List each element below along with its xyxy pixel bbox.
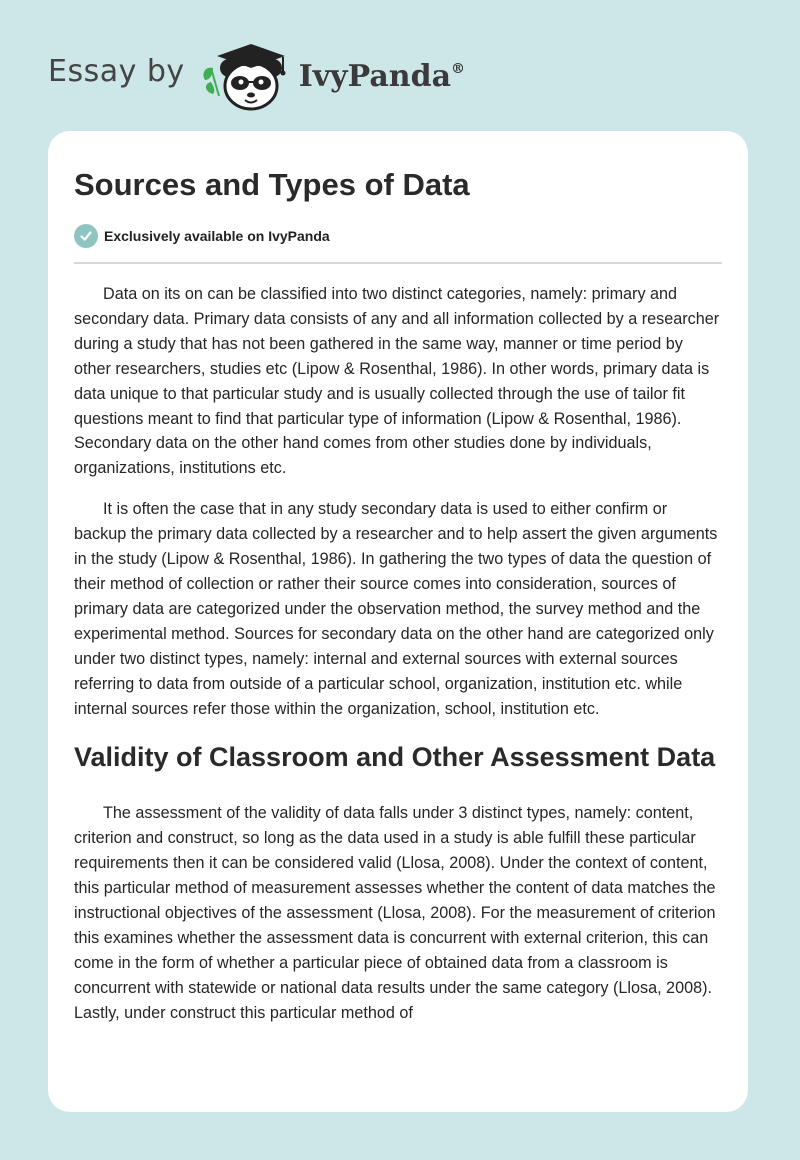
article-card (48, 131, 748, 1112)
divider (74, 262, 722, 264)
essay-by-label: Essay by (48, 53, 185, 89)
paragraph-2: It is often the case that in any study secondary data is used to either confirm or backup the primary data collected by a researcher and to help assert the given arguments in the study (Lipow & Rosenthal, 1986). In gathering the two types of data the question of their method of collection or rather their source comes into consideration, sources of primary data are categorized under the observation method, the survey method and the experimental method. Sources for secondary data on the other hand are categorized only under two distinct types, namely: internal and external sources with external sources referring to data from outside of a particular school, organization, institution etc. while internal sources refer those within the organization, school, institution etc. (74, 500, 718, 718)
exclusive-badge-text: Exclusively available on IvyPanda (104, 228, 330, 244)
paragraph-1: Data on its on can be classified into two distinct categories, namely: primary and secondary data. Primary data consists of any and all information collected by a researcher during a study that has not been gathered in the same way, manner or time period by other researchers, studies etc (Lipow & Rosenthal, 1986). In other words, primary data is data unique to that particular study and is usually collected through the use of tailor fit questions meant to find that particular type of information (Lipow & Rosenthal, 1986). Secondary data on the other hand comes from other studies done by individuals, organizations, institutions etc. (74, 285, 720, 478)
site-header (48, 34, 568, 114)
check-icon (74, 224, 98, 248)
paragraph-3: The assessment of the validity of data falls under 3 distinct types, namely: content, criterion and construct, so long as the data used in a study is able fulfill these particular requirements then it can be considered valid (Llosa, 2008). Under the context of content, this particular method of measurement assesses whether the content of data matches the instructional objectives of the assessment (Llosa, 2008). For the measurement of criterion this examines whether the assessment data is concurrent with external criterion, this can come in the form of whether a particular piece of obtained data from a classroom is concurrent with statewide or national data results under the same category (Llosa, 2008). Lastly, under construct this particular method of (74, 804, 716, 1022)
section-heading: Validity of Classroom and Other Assessment Data (74, 742, 716, 773)
ivypanda-logo-icon[interactable] (199, 36, 295, 112)
exclusive-badge (74, 223, 722, 249)
registered-mark: ® (451, 60, 466, 77)
brand-name[interactable] (299, 59, 465, 94)
article-title: Sources and Types of Data (74, 167, 470, 202)
brand-text: IvyPanda (298, 58, 452, 94)
